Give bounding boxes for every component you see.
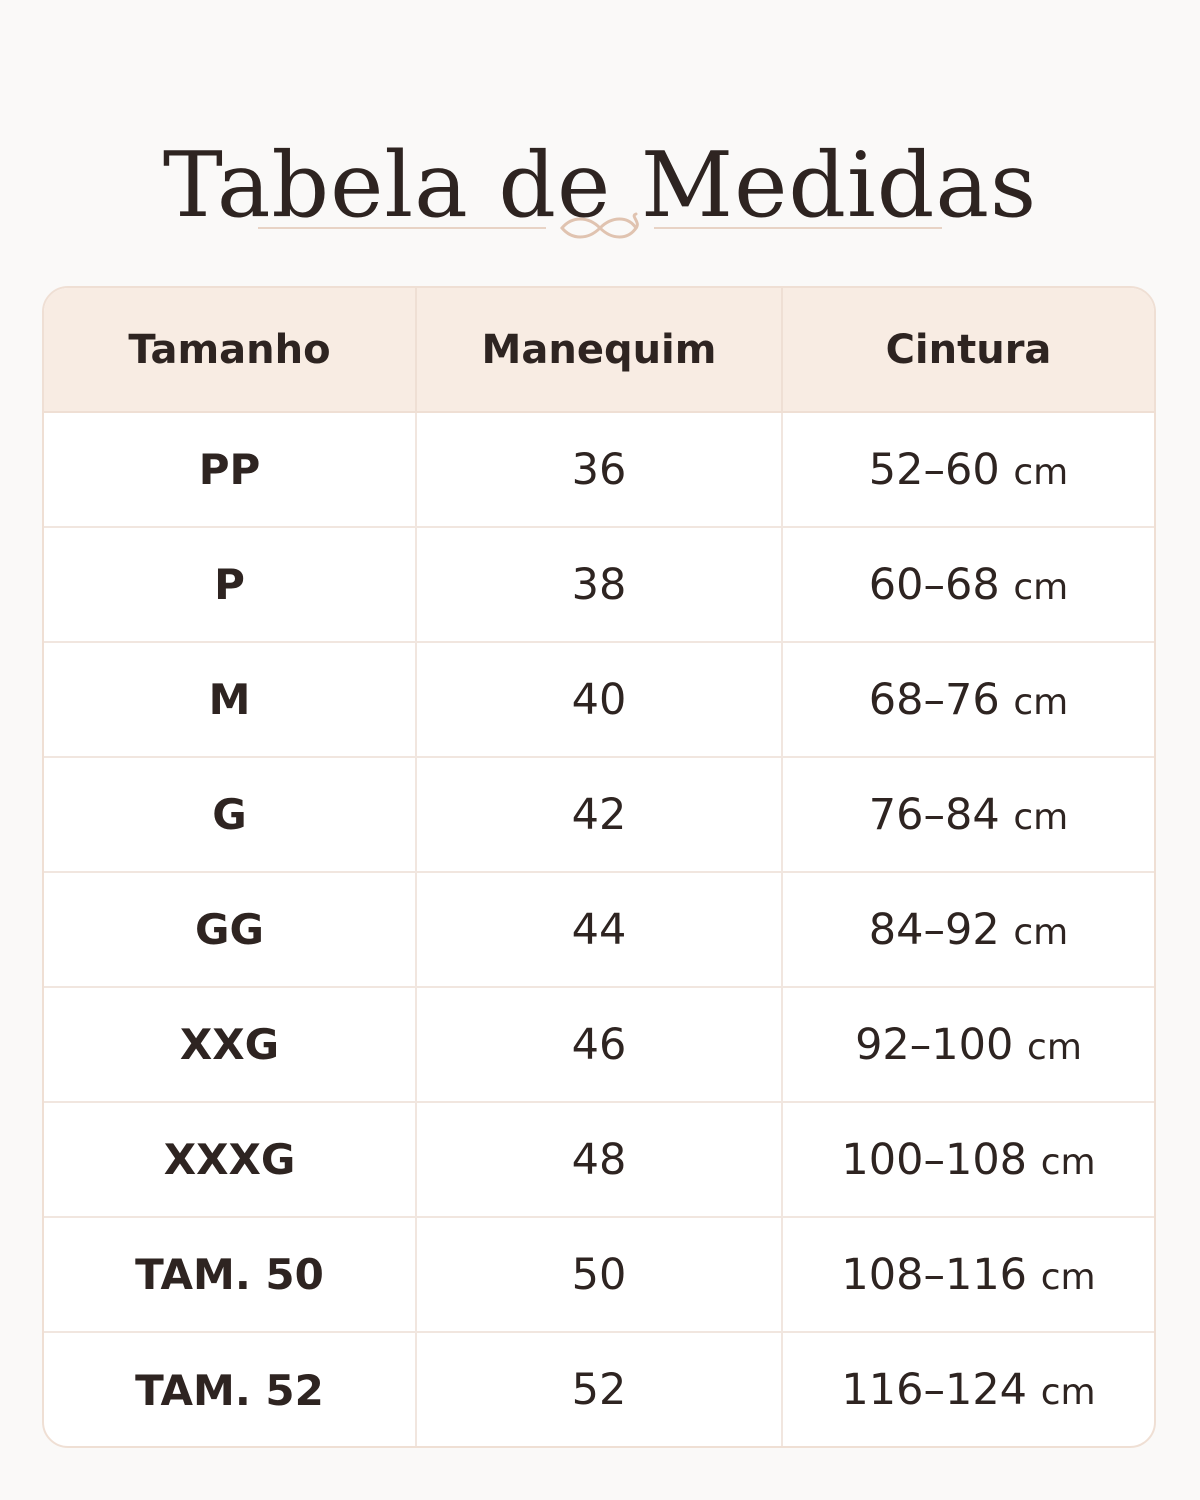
waist-range: 108–116: [841, 1249, 1028, 1300]
mannequin-cell: 38: [416, 527, 782, 642]
mannequin-cell: 50: [416, 1217, 782, 1332]
waist-cell: [782, 1217, 1154, 1332]
table-row: [44, 1217, 1154, 1332]
waist-range: 52–60: [868, 444, 1000, 495]
waist-range: 84–92: [868, 904, 1000, 955]
mannequin-cell: 52: [416, 1332, 782, 1447]
flourish-divider: [258, 208, 942, 248]
waist-unit: cm: [1027, 1026, 1082, 1068]
size-cell: XXXG: [44, 1102, 416, 1217]
waist-cell: [782, 527, 1154, 642]
waist-cell: [782, 412, 1154, 527]
waist-unit: cm: [1013, 681, 1069, 723]
size-cell: PP: [44, 412, 416, 527]
size-cell: GG: [44, 872, 416, 987]
waist-unit: cm: [1040, 1256, 1096, 1298]
waist-cell: [782, 872, 1154, 987]
waist-unit: cm: [1013, 451, 1069, 493]
table-row: [44, 527, 1154, 642]
size-cell: TAM. 52: [44, 1332, 416, 1447]
waist-unit: cm: [1040, 1372, 1096, 1413]
waist-cell: [782, 757, 1154, 872]
waist-unit: cm: [1040, 1141, 1096, 1183]
header-mannequin: Manequim: [416, 288, 782, 412]
waist-cell: [782, 1102, 1154, 1217]
table-row: [44, 1102, 1154, 1217]
size-cell: XXG: [44, 987, 416, 1102]
mannequin-cell: 36: [416, 412, 782, 527]
mannequin-cell: 48: [416, 1102, 782, 1217]
size-cell: TAM. 50: [44, 1217, 416, 1332]
table-row: [44, 757, 1154, 872]
flourish-icon: [562, 214, 637, 237]
mannequin-cell: 46: [416, 987, 782, 1102]
waist-range: 60–68: [868, 559, 1000, 610]
mannequin-cell: 40: [416, 642, 782, 757]
waist-unit: cm: [1013, 566, 1069, 608]
size-cell: P: [44, 527, 416, 642]
table-row: [44, 872, 1154, 987]
waist-cell: [782, 987, 1154, 1102]
mannequin-cell: 42: [416, 757, 782, 872]
waist-unit: cm: [1013, 796, 1069, 838]
table-header-row: [44, 288, 1154, 412]
waist-cell: [782, 1332, 1154, 1447]
size-cell: M: [44, 642, 416, 757]
size-chart-table: [42, 286, 1156, 1448]
header-waist: Cintura: [782, 288, 1154, 412]
waist-range: 92–100: [855, 1019, 1014, 1070]
waist-range: 68–76: [868, 674, 1000, 725]
waist-range: 76–84: [868, 789, 1000, 840]
page-title: Tabela de Medidas: [162, 133, 1038, 239]
waist-unit: cm: [1013, 911, 1069, 953]
waist-range: 100–108: [841, 1134, 1028, 1185]
table-row: [44, 412, 1154, 527]
mannequin-cell: 44: [416, 872, 782, 987]
header-size: Tamanho: [44, 288, 416, 412]
waist-range: 116–124: [841, 1365, 1028, 1415]
size-cell: G: [44, 757, 416, 872]
waist-cell: [782, 642, 1154, 757]
table-row: [44, 987, 1154, 1102]
table-row: [44, 642, 1154, 757]
table-row: [44, 1332, 1154, 1447]
